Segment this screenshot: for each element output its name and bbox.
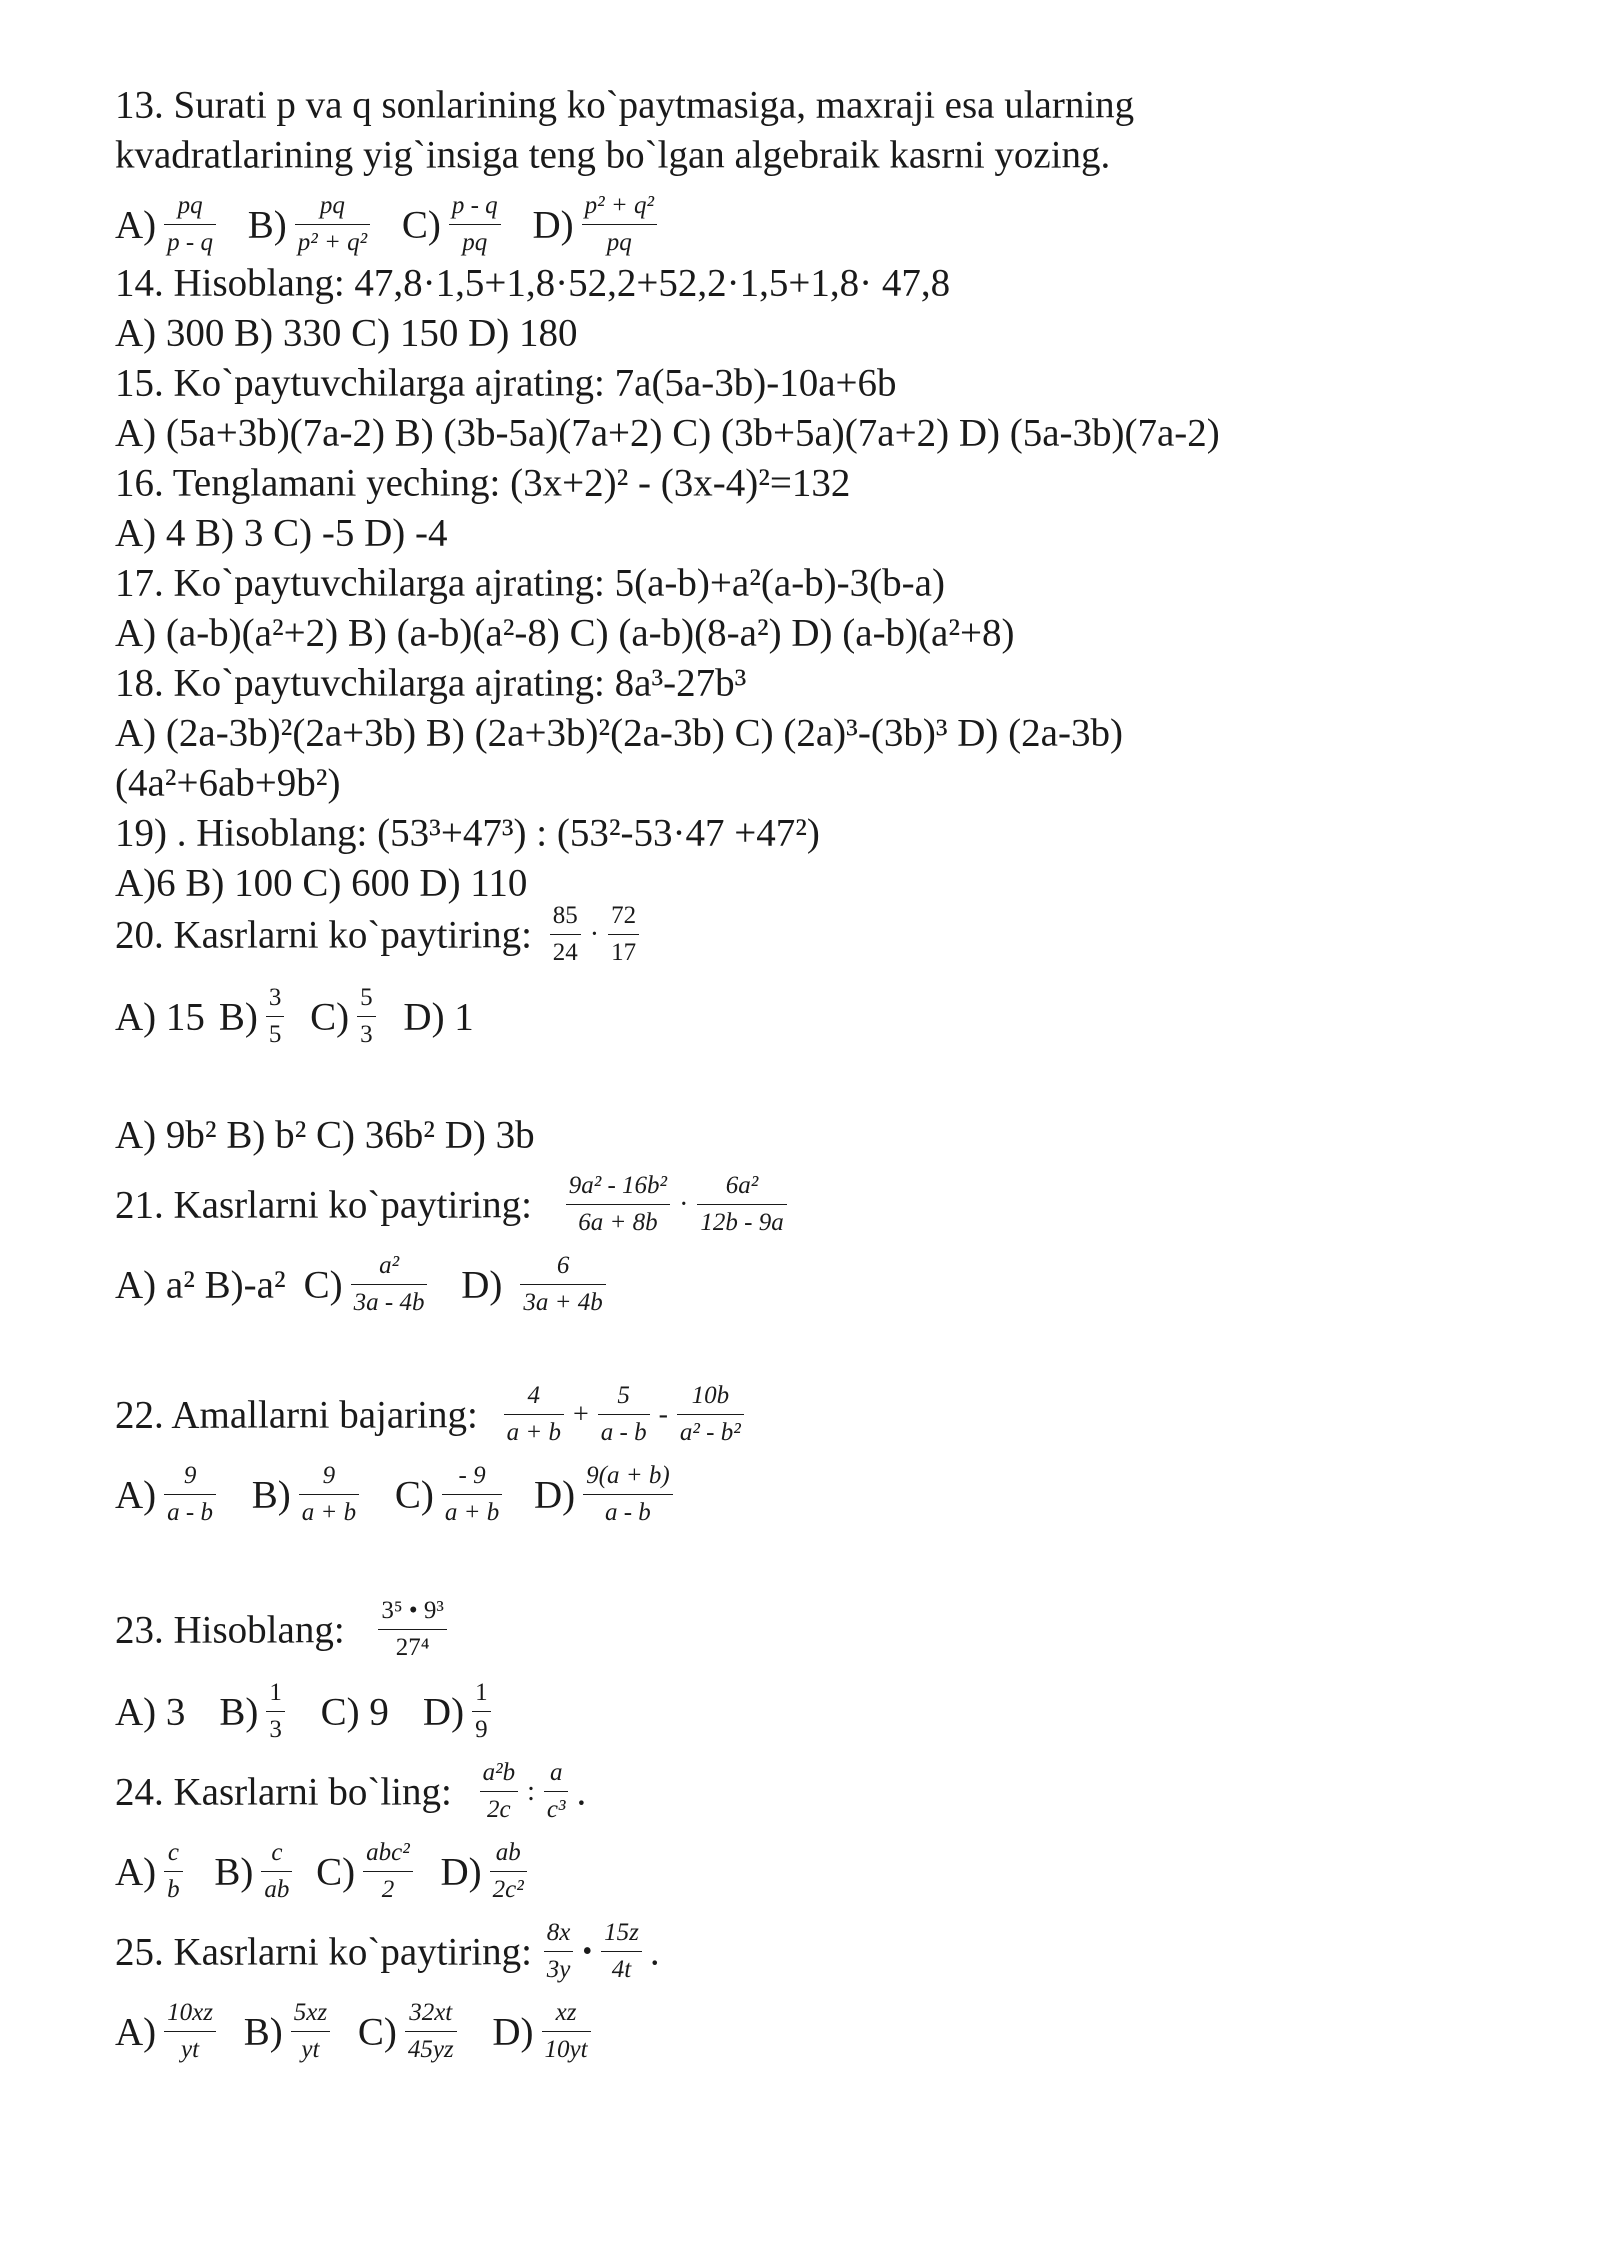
q25-frac-2: $\frac{15z}{4t}$ — [601, 1919, 642, 1985]
q20-frac-1: $\frac{85}{24}$ — [550, 902, 581, 968]
q25-frac-b: $\frac{5xz}{yt}$ — [291, 1999, 330, 2065]
q21-frac-d: $\frac{6}{3a + 4b}$ — [520, 1252, 605, 1318]
q20-answers: A) 15 B) $\frac{3}{5}$ C) $\frac{5}{3}$ D) 1 — [115, 984, 474, 1048]
q13-answers: A) $\frac{pq}{p - q}$ B) $\frac{pq}{\text{p² + q²}}$ C) $\frac{p - q}{pq}$ D) $\frac{\text{p² + q²}}{pq}$ — [115, 192, 665, 258]
q21-frac-1: $\frac{\text{9a² - 16b²}}{6a + 8b}$ — [566, 1172, 670, 1238]
q14-answers: A) 300 B) 330 C) 150 D) 180 — [115, 311, 578, 355]
q23-question: 23. Hisoblang: $\frac{\text{3⁵ • 9³}}{\text{27⁴}}$ — [115, 1597, 455, 1663]
q22-frac-a: $\frac{9}{a - b}$ — [164, 1462, 216, 1528]
q25-frac-d: $\frac{xz}{10yt}$ — [542, 1999, 591, 2065]
q22-answers: A) $\frac{9}{a - b}$ B) $\frac{9}{a + b}$ C) $\frac{- 9}{a + b}$ D) $\frac{9(a + b)}{a - b}$ — [115, 1462, 681, 1528]
q21-frac-2: $\frac{\text{6a²}}{12b - 9a}$ — [697, 1172, 786, 1238]
q20-frac-b: $\frac{3}{5}$ — [266, 984, 285, 1050]
q25-frac-c: $\frac{32xt}{45yz}$ — [405, 1999, 457, 2065]
q23-frac-b: $\frac{1}{3}$ — [266, 1679, 285, 1745]
q22-frac-1: $\frac{4}{a + b}$ — [504, 1382, 564, 1448]
q23-frac-d: $\frac{1}{9}$ — [472, 1679, 491, 1745]
q15-question: 15. Ko`paytuvchilarga ajrating: 7a(5a-3b)-10a+6b — [115, 361, 897, 405]
q25-question: 25. Kasrlarni ko`paytiring: $\frac{8x}{3y}$ • $\frac{15z}{4t}$ . — [115, 1919, 660, 1983]
q19-answers: A)6 B) 100 C) 600 D) 110 — [115, 861, 528, 905]
q18-answers-line1: A) (2a-3b)²(2a+3b) B) (2a+3b)²(2a-3b) C) (2a)³-(3b)³ D) (2a-3b) — [115, 711, 1123, 755]
q16-question: 16. Tenglamani yeching: (3x+2)² - (3x-4)²=132 — [115, 461, 851, 505]
q13-line1: 13. Surati p va q sonlarining ko`paytmasiga, maxraji esa ularning — [115, 83, 1135, 127]
q24-frac-c: abc² 2 — [363, 1839, 413, 1905]
q21-question: 21. Kasrlarni ko`paytiring: $\frac{\text{9a² - 16b²}}{6a + 8b}$ · $\frac{\text{6a²}}{12b - 9a}$ — [115, 1172, 795, 1238]
q25-frac-1: $\frac{8x}{3y}$ — [544, 1919, 574, 1985]
q13-frac-d: $\frac{\text{p² + q²}}{pq}$ — [582, 192, 657, 258]
q22-frac-2: $\frac{5}{a - b}$ — [598, 1382, 650, 1448]
q25-answers: A) $\frac{10xz}{yt}$ B) $\frac{5xz}{yt}$ C) $\frac{32xt}{45yz}$ D) $\frac{xz}{10yt}$ — [115, 1999, 599, 2065]
q22-frac-d: $\frac{9(a + b)}{a - b}$ — [583, 1462, 673, 1528]
q20-frac-2: $\frac{72}{17}$ — [608, 902, 639, 968]
q18-answers-line2: (4a²+6ab+9b²) — [115, 761, 341, 805]
q20-question: 20. Kasrlarni ko`paytiring: $\frac{85}{24}$ · $\frac{72}{17}$ — [115, 902, 647, 968]
q23-answers: A) 3 B) $\frac{1}{3}$ C) 9 D) $\frac{1}{9}$ — [115, 1679, 499, 1745]
q15-answers: A) (5a+3b)(7a-2) B) (3b-5a)(7a+2) C) (3b+5a)(7a+2) D) (5a-3b)(7a-2) — [115, 411, 1220, 455]
q22-question: 22. Amallarni bajaring: $\frac{4}{a + b}$ + $\frac{5}{a - b}$ - $\frac{10b}{\text{a² - b²}}$ — [115, 1382, 752, 1448]
q24-answers: A) $\frac{c}{b}$ B) $\frac{c}{ab}$ C) abc² 2 D) $\frac{ab}{\text{2c²}}$ — [115, 1839, 535, 1905]
q24-frac-2: $\frac{a}{\text{c³}}$ — [544, 1759, 569, 1825]
q24-frac-b: $\frac{c}{ab}$ — [261, 1839, 292, 1905]
q24-frac-a: $\frac{c}{b}$ — [164, 1839, 183, 1905]
q22-frac-c: $\frac{- 9}{a + b}$ — [442, 1462, 502, 1528]
q25-frac-a: $\frac{10xz}{yt}$ — [164, 1999, 216, 2065]
q13-line2: kvadratlarining yig`insiga teng bo`lgan algebraik kasrni yozing. — [115, 133, 1111, 177]
q24-frac-d: $\frac{ab}{\text{2c²}}$ — [490, 1839, 527, 1905]
q17-answers: A) (a-b)(a²+2) B) (a-b)(a²-8) C) (a-b)(8-a²) D) (a-b)(a²+8) — [115, 611, 1015, 655]
q18-question: 18. Ko`paytuvchilarga ajrating: 8a³-27b³ — [115, 661, 747, 705]
q13-frac-c: $\frac{p - q}{pq}$ — [449, 192, 501, 258]
q13-frac-b: $\frac{pq}{\text{p² + q²}}$ — [295, 192, 370, 258]
q13-frac-a: $\frac{pq}{p - q}$ — [164, 192, 216, 258]
extra-answers: A) 9b² B) b² C) 36b² D) 3b — [115, 1113, 535, 1157]
q23-frac: $\frac{\text{3⁵ • 9³}}{\text{27⁴}}$ — [378, 1597, 446, 1663]
q17-question: 17. Ko`paytuvchilarga ajrating: 5(a-b)+a²(a-b)-3(b-a) — [115, 561, 945, 605]
q21-frac-c: $\frac{\text{a²}}{3a - 4b}$ — [351, 1252, 428, 1318]
q24-frac-1: $\frac{\text{a²b}}{2c}$ — [480, 1759, 519, 1825]
q24-question: 24. Kasrlarni bo`ling: $\frac{\text{a²b}}{2c}$ : $\frac{a}{\text{c³}}$ . — [115, 1759, 587, 1823]
q20-frac-c: $\frac{5}{3}$ — [357, 984, 376, 1050]
q14-question: 14. Hisoblang: 47,8·1,5+1,8·52,2+52,2·1,5+1,8· 47,8 — [115, 261, 951, 305]
q16-answers: A) 4 B) 3 C) -5 D) -4 — [115, 511, 448, 555]
q22-frac-3: $\frac{10b}{\text{a² - b²}}$ — [677, 1382, 744, 1448]
q21-answers: A) a² B)-a² C) $\frac{\text{a²}}{3a - 4b}$ D) $\frac{6}{3a + 4b}$ — [115, 1252, 614, 1318]
q22-frac-b: $\frac{9}{a + b}$ — [299, 1462, 359, 1528]
q19-question: 19) . Hisoblang: (53³+47³) : (53²-53·47 +47²) — [115, 811, 820, 855]
